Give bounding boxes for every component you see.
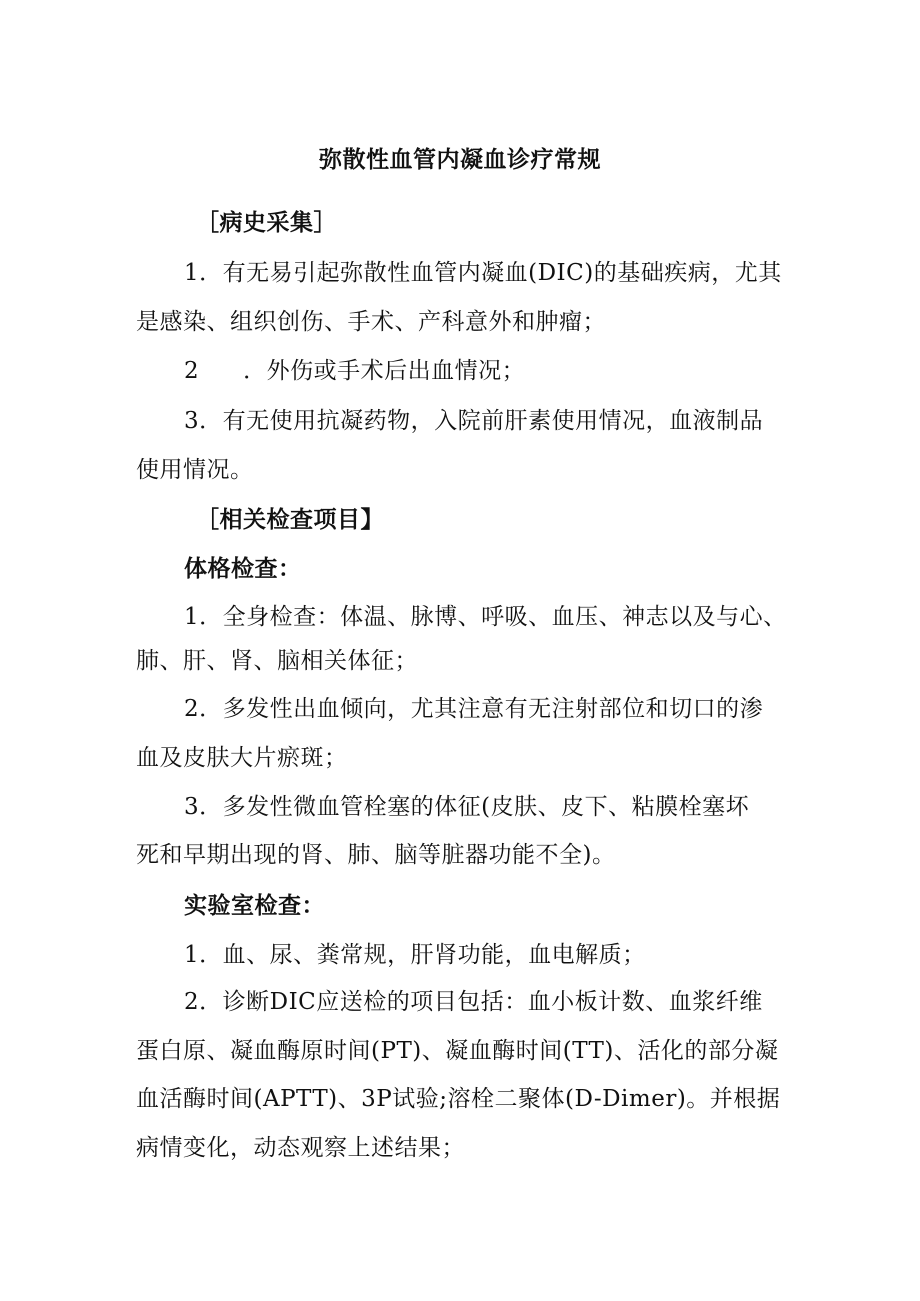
history-item-1-line-1: 1．有无易引起弥散性血管内凝血(DIC)的基础疾病，尤其 — [184, 260, 782, 286]
history-item-3-line-2: 使用情况。 — [136, 457, 254, 483]
physical-item-3-line-1: 3．多发性微血管栓塞的体征(皮肤、皮下、粘膜栓塞坏 — [184, 794, 750, 820]
physical-item-3-line-2: 死和早期出现的肾、肺、脑等脏器功能不全)。 — [136, 842, 616, 868]
lab-item-2-line-2: 蛋白原、凝血酶原时间(PT)、凝血酶时间(TT)、活化的部分凝 — [136, 1038, 779, 1064]
section-heading-exams: ［相关检查项目】 — [196, 506, 384, 533]
section-heading-history: ［病史采集］ — [196, 209, 337, 236]
history-item-1-line-2: 是感染、组织创伤、手术、产科意外和肿瘤； — [136, 309, 606, 335]
physical-item-1-line-2: 肺、肝、肾、脑相关体征； — [136, 648, 418, 674]
lab-item-2-line-4: 病情变化，动态观察上述结果； — [136, 1135, 465, 1161]
history-item-2-text: ．外伤或手术后出血情况； — [243, 358, 526, 384]
document-title: 弥散性血管内凝血诊疗常规 — [319, 146, 601, 173]
lab-exam-heading: 实验室检查： — [184, 892, 325, 919]
history-item-2-number: 2 — [184, 358, 200, 384]
physical-item-2-line-1: 2．多发性出血倾向，尤其注意有无注射部位和切口的渗 — [184, 696, 764, 722]
lab-item-2-line-1: 2．诊断DIC应送检的项目包括：血小板计数、血浆纤维 — [184, 989, 763, 1015]
lab-item-1: 1．血、尿、粪常规，肝肾功能，血电解质； — [184, 942, 646, 968]
history-item-2 — [184, 356, 525, 386]
lab-item-2-line-3: 血活酶时间(APTT)、3P试验;溶栓二聚体(D-Dimer)。并根据 — [136, 1086, 781, 1112]
history-item-3-line-1: 3．有无使用抗凝药物，入院前肝素使用情况，血液制品 — [184, 408, 764, 434]
physical-item-2-line-2: 血及皮肤大片瘀斑； — [136, 745, 348, 771]
physical-exam-heading: 体格检查： — [184, 555, 302, 582]
physical-item-1-line-1: 1．全身检查：体温、脉博、呼吸、血压、神志以及与心、 — [184, 604, 787, 630]
